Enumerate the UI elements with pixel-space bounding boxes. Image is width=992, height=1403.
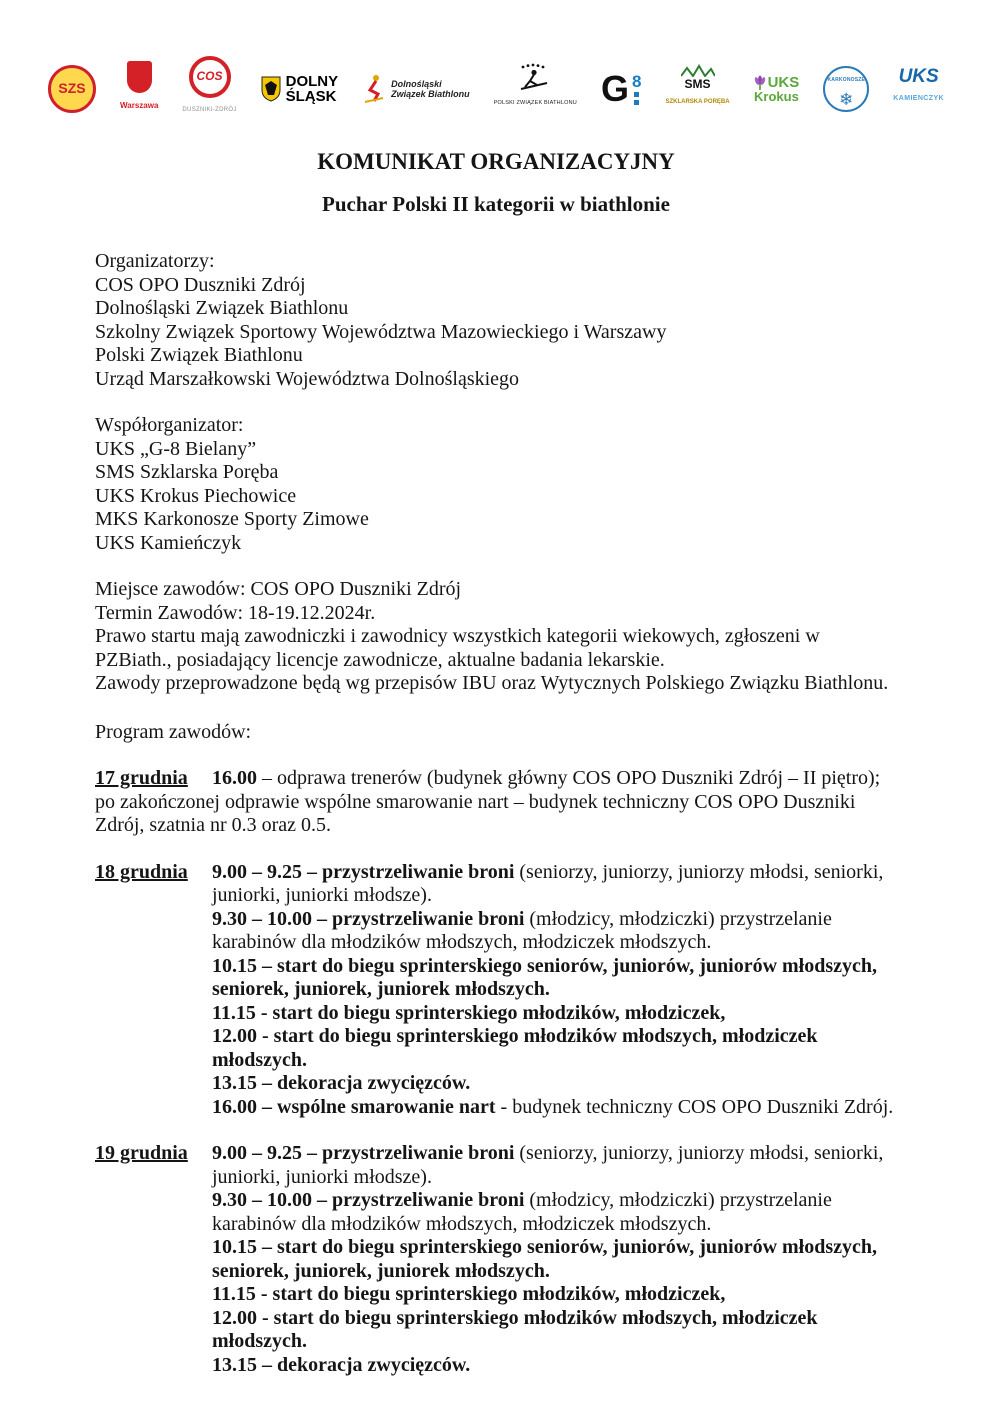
document-title: KOMUNIKAT ORGANIZACYJNY xyxy=(317,149,675,174)
schedule-time: 13.15 – dekoracja zwycięzców. xyxy=(212,1072,471,1095)
program-heading: Program zawodów: xyxy=(95,720,252,743)
schedule-time: 16.00 xyxy=(212,767,257,790)
day-date-cell xyxy=(95,767,212,791)
g8-letter-g: G xyxy=(600,68,629,109)
day-date: 18 grudnia xyxy=(95,860,188,883)
logo-polski-zwiazek-biathlonu xyxy=(494,63,577,116)
dzb-skier-icon xyxy=(362,74,386,104)
organizer-item: Szkolny Związek Sportowy Województwa Mazowieckiego i Warszawy xyxy=(95,320,667,343)
logo-dolny-slask xyxy=(261,74,339,104)
coorganizer-item: UKS Krokus Piechowice xyxy=(95,484,297,507)
logo-mks-karkonosze xyxy=(823,66,869,112)
crocus-flower-icon xyxy=(754,75,766,90)
schedule-item xyxy=(212,955,897,1002)
szs-logo-text: SZS xyxy=(58,80,86,97)
schedule-item xyxy=(212,1072,897,1096)
szs-logo-icon xyxy=(48,65,96,113)
karkonosze-logo-icon xyxy=(823,66,869,112)
schedule-item xyxy=(212,1025,897,1072)
schedule-item xyxy=(212,1307,897,1354)
dolny-slask-line1: DOLNY xyxy=(285,73,339,90)
schedule-desc: (młodzicy, młodziczki) przystrzelanie karabinów dla młodzików młodszych, młodziczek młodszych. xyxy=(212,907,832,954)
event-venue: Miejsce zawodów: COS OPO Duszniki Zdrój xyxy=(95,578,462,601)
kamienczyk-subtext: KAMIENCZYK xyxy=(893,94,944,102)
logo-uks-krokus xyxy=(754,75,800,103)
schedule-item xyxy=(212,861,897,908)
karkonosze-logo-text: KARKONOSZE xyxy=(827,76,866,83)
schedule-desc: – odprawa trenerów (budynek główny COS OPO Duszniki Zdrój – II piętro); po zakończonej odprawie wspólne smarowanie nart – budynek techniczny COS OPO Duszniki Zdrój, szatnia nr 0.3 oraz 0.5. xyxy=(95,767,881,837)
event-dates: Termin Zawodów: 18-19.12.2024r. xyxy=(95,601,376,624)
pzb-logo-text: POLSKI ZWIĄZEK BIATHLONU xyxy=(493,99,577,106)
krokus-uks-text: UKS xyxy=(767,74,800,91)
event-rules: Zawody przeprowadzone będą wg przepisów IBU oraz Wytycznych Polskiego Związku Biathlonu. xyxy=(95,672,889,695)
schedule-time: 10.15 – start do biegu sprinterskiego seniorów, juniorów, juniorów młodszych, seniorek, juniorek, juniorek młodszych. xyxy=(212,1236,878,1282)
logo-cos-duszniki xyxy=(182,56,236,123)
dzb-logo-text xyxy=(391,79,470,99)
program-day-18 xyxy=(95,861,897,1120)
schedule-item xyxy=(212,1189,897,1236)
schedule-time: 13.15 – dekoracja zwycięzców. xyxy=(212,1353,471,1376)
logo-g8-bielany xyxy=(600,68,642,109)
event-eligibility: Prawo startu mają zawodniczki i zawodnicy wszystkich kategorii wiekowych, zgłoszeni w PZBiath., posiadający licencje zawodnicze, aktualne badania lekarskie. xyxy=(95,625,820,671)
day-date: 19 grudnia xyxy=(95,1142,188,1165)
g8-logo-icon xyxy=(600,68,642,109)
organizers-section xyxy=(95,250,897,391)
schedule-time: 16.00 – wspólne smarowanie nart xyxy=(212,1095,496,1118)
schedule-time: 10.15 – start do biegu sprinterskiego seniorów, juniorów, juniorów młodszych, seniorek, juniorek, juniorek młodszych. xyxy=(212,954,878,1001)
cos-logo-subtext: DUSZNIKI-ZDRÓJ xyxy=(182,106,237,113)
schedule-desc: (młodzicy, młodziczki) przystrzelanie karabinów dla młodzików młodszych, młodziczek młodszych. xyxy=(212,1189,832,1235)
day-schedule xyxy=(212,861,897,1120)
program-day-19 xyxy=(95,1142,897,1377)
day-schedule xyxy=(212,1142,897,1377)
day-date: 17 grudnia xyxy=(95,767,188,790)
sms-logo-subtext: SZKLARSKA PORĘBA xyxy=(665,98,730,105)
krokus-name-text: Krokus xyxy=(754,89,799,104)
schedule-time: 12.00 - start do biegu sprinterskiego młodzików młodszych, młodziczek młodszych. xyxy=(212,1025,818,1071)
g8-dot-icon xyxy=(634,100,639,105)
logo-sms-szklarska-poreba xyxy=(665,64,729,115)
sms-logo-text: SMS xyxy=(684,76,711,91)
day-date-cell xyxy=(95,1142,212,1377)
logo-strip xyxy=(48,56,944,122)
schedule-item xyxy=(212,908,897,955)
schedule-time: 9.00 – 9.25 – przystrzeliwanie broni xyxy=(212,1142,515,1165)
organizers-heading: Organizatorzy: xyxy=(95,250,215,273)
event-details-section xyxy=(95,578,897,696)
sms-mountains-icon xyxy=(681,64,715,77)
coorganizers-heading: Współorganizator: xyxy=(95,414,244,437)
warszawa-crest-icon xyxy=(127,61,152,93)
schedule-time: 9.00 – 9.25 – przystrzeliwanie broni xyxy=(212,860,515,883)
organizer-item: Polski Związek Biathlonu xyxy=(95,344,303,367)
krokus-top-row xyxy=(754,75,800,90)
schedule-time: 11.15 - start do biegu sprinterskiego młodzików, młodziczek, xyxy=(212,1283,726,1306)
schedule-item xyxy=(212,1283,897,1307)
dolny-slask-crest-icon xyxy=(261,76,281,102)
schedule-desc: (seniorzy, juniorzy, juniorzy młodsi, seniorki, juniorki, juniorki młodsze). xyxy=(212,1142,884,1188)
coorganizer-item: MKS Karkonosze Sporty Zimowe xyxy=(95,508,369,531)
kamienczyk-uks-text: UKS xyxy=(898,65,939,87)
schedule-desc: (seniorzy, juniorzy, juniorzy młodsi, seniorki, juniorki, juniorki młodsze). xyxy=(212,860,884,907)
day-17-paragraph xyxy=(95,767,897,838)
schedule-time: 11.15 - start do biegu sprinterskiego młodzików, młodziczek, xyxy=(212,1001,726,1024)
schedule-time: 9.30 – 10.00 – przystrzeliwanie broni xyxy=(212,907,525,930)
schedule-item xyxy=(212,1354,897,1378)
logo-uks-kamienczyk xyxy=(893,65,944,111)
g8-right-column xyxy=(632,74,641,105)
program-section xyxy=(95,721,897,745)
dolny-slask-line2: ŚLĄSK xyxy=(285,88,337,105)
program-day-17 xyxy=(95,767,897,838)
dzb-line1: Dolnośląski xyxy=(391,79,442,89)
logo-dolnoslaski-zwiazek-biathlonu xyxy=(362,74,470,104)
cos-logo-text: COS xyxy=(196,69,223,83)
schedule-time: 12.00 - start do biegu sprinterskiego młodzików młodszych, młodziczek młodszych. xyxy=(212,1306,818,1353)
dolny-slask-logo-text xyxy=(286,74,339,104)
coorganizers-section xyxy=(95,414,897,555)
schedule-time: 9.30 – 10.00 – przystrzeliwanie broni xyxy=(212,1189,525,1212)
document-subtitle: Puchar Polski II kategorii w biathlonie xyxy=(322,192,670,217)
coorganizer-item: SMS Szklarska Poręba xyxy=(95,461,279,484)
coorganizer-item: UKS „G-8 Bielany” xyxy=(95,437,257,460)
organizer-item: Urząd Marszałkowski Województwa Dolnośląskiego xyxy=(95,367,520,390)
cos-logo-icon xyxy=(189,56,231,98)
pzb-skier-icon xyxy=(517,63,553,91)
organizer-item: Dolnośląski Związek Biathlonu xyxy=(95,297,349,320)
dzb-line2: Związek Biathlonu xyxy=(391,89,470,99)
schedule-item xyxy=(212,1142,897,1189)
schedule-item xyxy=(212,1096,897,1120)
coorganizer-item: UKS Kamieńczyk xyxy=(95,531,242,554)
warszawa-logo-text: Warszawa xyxy=(120,100,159,110)
logo-szs xyxy=(48,65,96,113)
snowflake-icon: ❄ xyxy=(839,90,854,111)
schedule-item xyxy=(212,1002,897,1026)
schedule-item xyxy=(212,1236,897,1283)
day-date-cell xyxy=(95,861,212,1120)
schedule-desc: - budynek techniczny COS OPO Duszniki Zdrój. xyxy=(495,1095,894,1118)
g8-digit-8: 8 xyxy=(631,72,642,91)
logo-warszawa xyxy=(120,61,158,118)
organizer-item: COS OPO Duszniki Zdrój xyxy=(95,273,306,296)
g8-dot-icon xyxy=(634,92,639,97)
